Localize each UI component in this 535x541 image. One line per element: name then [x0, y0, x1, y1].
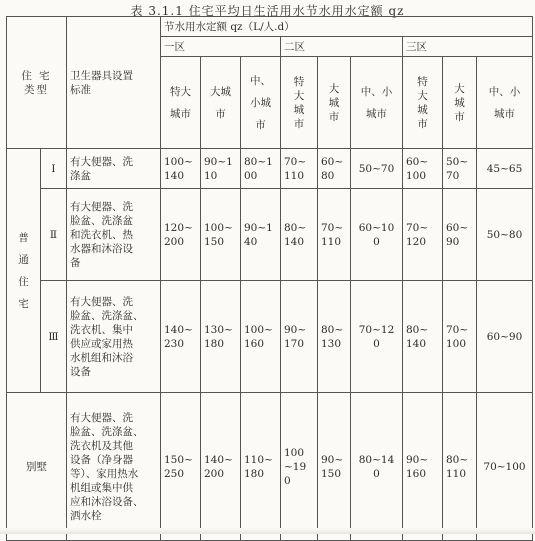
- header-zone-1: 一区: [161, 37, 281, 57]
- value-cell: 70~ 110: [281, 149, 318, 189]
- value-cell: 80~ 110: [443, 393, 477, 541]
- header-fixture-standard: 卫生器具设置 标准: [67, 17, 161, 149]
- value-cell: 60~ 90: [443, 189, 477, 281]
- header-city: 特 大 城 市: [403, 57, 443, 149]
- value-cell: 70~100: [477, 393, 533, 541]
- value-cell: 60~90: [477, 281, 533, 393]
- table-row: [7, 189, 533, 281]
- value-cell: 100~ 160: [241, 281, 281, 393]
- value-cell: 60~10 0: [351, 189, 403, 281]
- value-cell: 60~ 100: [403, 149, 443, 189]
- header-city: 中、小 城市: [477, 57, 533, 149]
- value-cell: 70~ 100: [443, 281, 477, 393]
- water-quota-table: [6, 16, 533, 541]
- value-cell: 130~ 180: [201, 281, 241, 393]
- value-cell: 140~ 200: [201, 393, 241, 541]
- value-cell: 100~ 150: [201, 189, 241, 281]
- table-row: [7, 281, 533, 393]
- fixture-cell: 有大便器、洗 脸盆、洗涤盆、 洗衣机及其他 设备（净身器 等）、家用热水 机组或集中供 应和沐浴设备、 洒水栓: [67, 393, 161, 541]
- table-row: [7, 393, 533, 541]
- value-cell: 60~ 80: [318, 149, 351, 189]
- value-cell: 110~ 180: [241, 393, 281, 541]
- value-cell: 45~65: [477, 149, 533, 189]
- fixture-cell: 有大便器、洗 脸盆、洗涤盆 和洗衣机、热 水器和沐浴设 备: [67, 189, 161, 281]
- header-zone-2: 二区: [281, 37, 403, 57]
- value-cell: 90~1 10: [201, 149, 241, 189]
- table-caption: 表 3.1.1 住宅平均日生活用水节水用水定额 qz: [130, 4, 405, 18]
- value-cell: 50~80: [477, 189, 533, 281]
- value-cell: 70~12 0: [351, 281, 403, 393]
- value-cell: 120~ 200: [161, 189, 201, 281]
- header-city: 大 城 市: [443, 57, 477, 149]
- value-cell: 140~ 230: [161, 281, 201, 393]
- header-city: 特大 城市: [161, 57, 201, 149]
- villa-label: 别墅: [7, 393, 67, 541]
- value-cell: 70~ 120: [403, 189, 443, 281]
- value-cell: 50~ 70: [443, 149, 477, 189]
- header-city: 中、小 城市: [351, 57, 403, 149]
- header-quota: 节水用水定额 qz（L/人.d）: [161, 17, 533, 37]
- level-label: Ⅰ: [41, 149, 67, 189]
- level-label: Ⅱ: [41, 189, 67, 281]
- value-cell: 80~ 140: [281, 189, 318, 281]
- value-cell: 80~14 0: [351, 393, 403, 541]
- header-city: 大 城 市: [318, 57, 351, 149]
- value-cell: 70~ 110: [318, 189, 351, 281]
- header-city: 中、 小城 市: [241, 57, 281, 149]
- value-cell: 80~ 130: [318, 281, 351, 393]
- header-city: 大城 市: [201, 57, 241, 149]
- table-row: [7, 149, 533, 189]
- value-cell: 100~ 140: [161, 149, 201, 189]
- value-cell: 90~ 150: [318, 393, 351, 541]
- value-cell: 100 ~19 0: [281, 393, 318, 541]
- header-zone-3: 三区: [403, 37, 533, 57]
- fixture-cell: 有大便器、洗 脸盆、洗涤盆、 洗衣机、集中 供应或家用热 水机组和沐浴 设备: [67, 281, 161, 393]
- group-label: 普 通 住 宅: [7, 149, 41, 393]
- fixture-cell: 有大便器、洗 涤盆: [67, 149, 161, 189]
- header-housing-type: 住 宅 类型: [7, 17, 67, 149]
- level-label: Ⅲ: [41, 281, 67, 393]
- value-cell: 90~ 160: [403, 393, 443, 541]
- value-cell: 90~ 170: [281, 281, 318, 393]
- header-city: 特 大 城 市: [281, 57, 318, 149]
- page-edge: [0, 528, 535, 534]
- value-cell: 80~ 140: [403, 281, 443, 393]
- value-cell: 150~ 250: [161, 393, 201, 541]
- value-cell: 90~1 40: [241, 189, 281, 281]
- value-cell: 50~70: [351, 149, 403, 189]
- value-cell: 80~1 00: [241, 149, 281, 189]
